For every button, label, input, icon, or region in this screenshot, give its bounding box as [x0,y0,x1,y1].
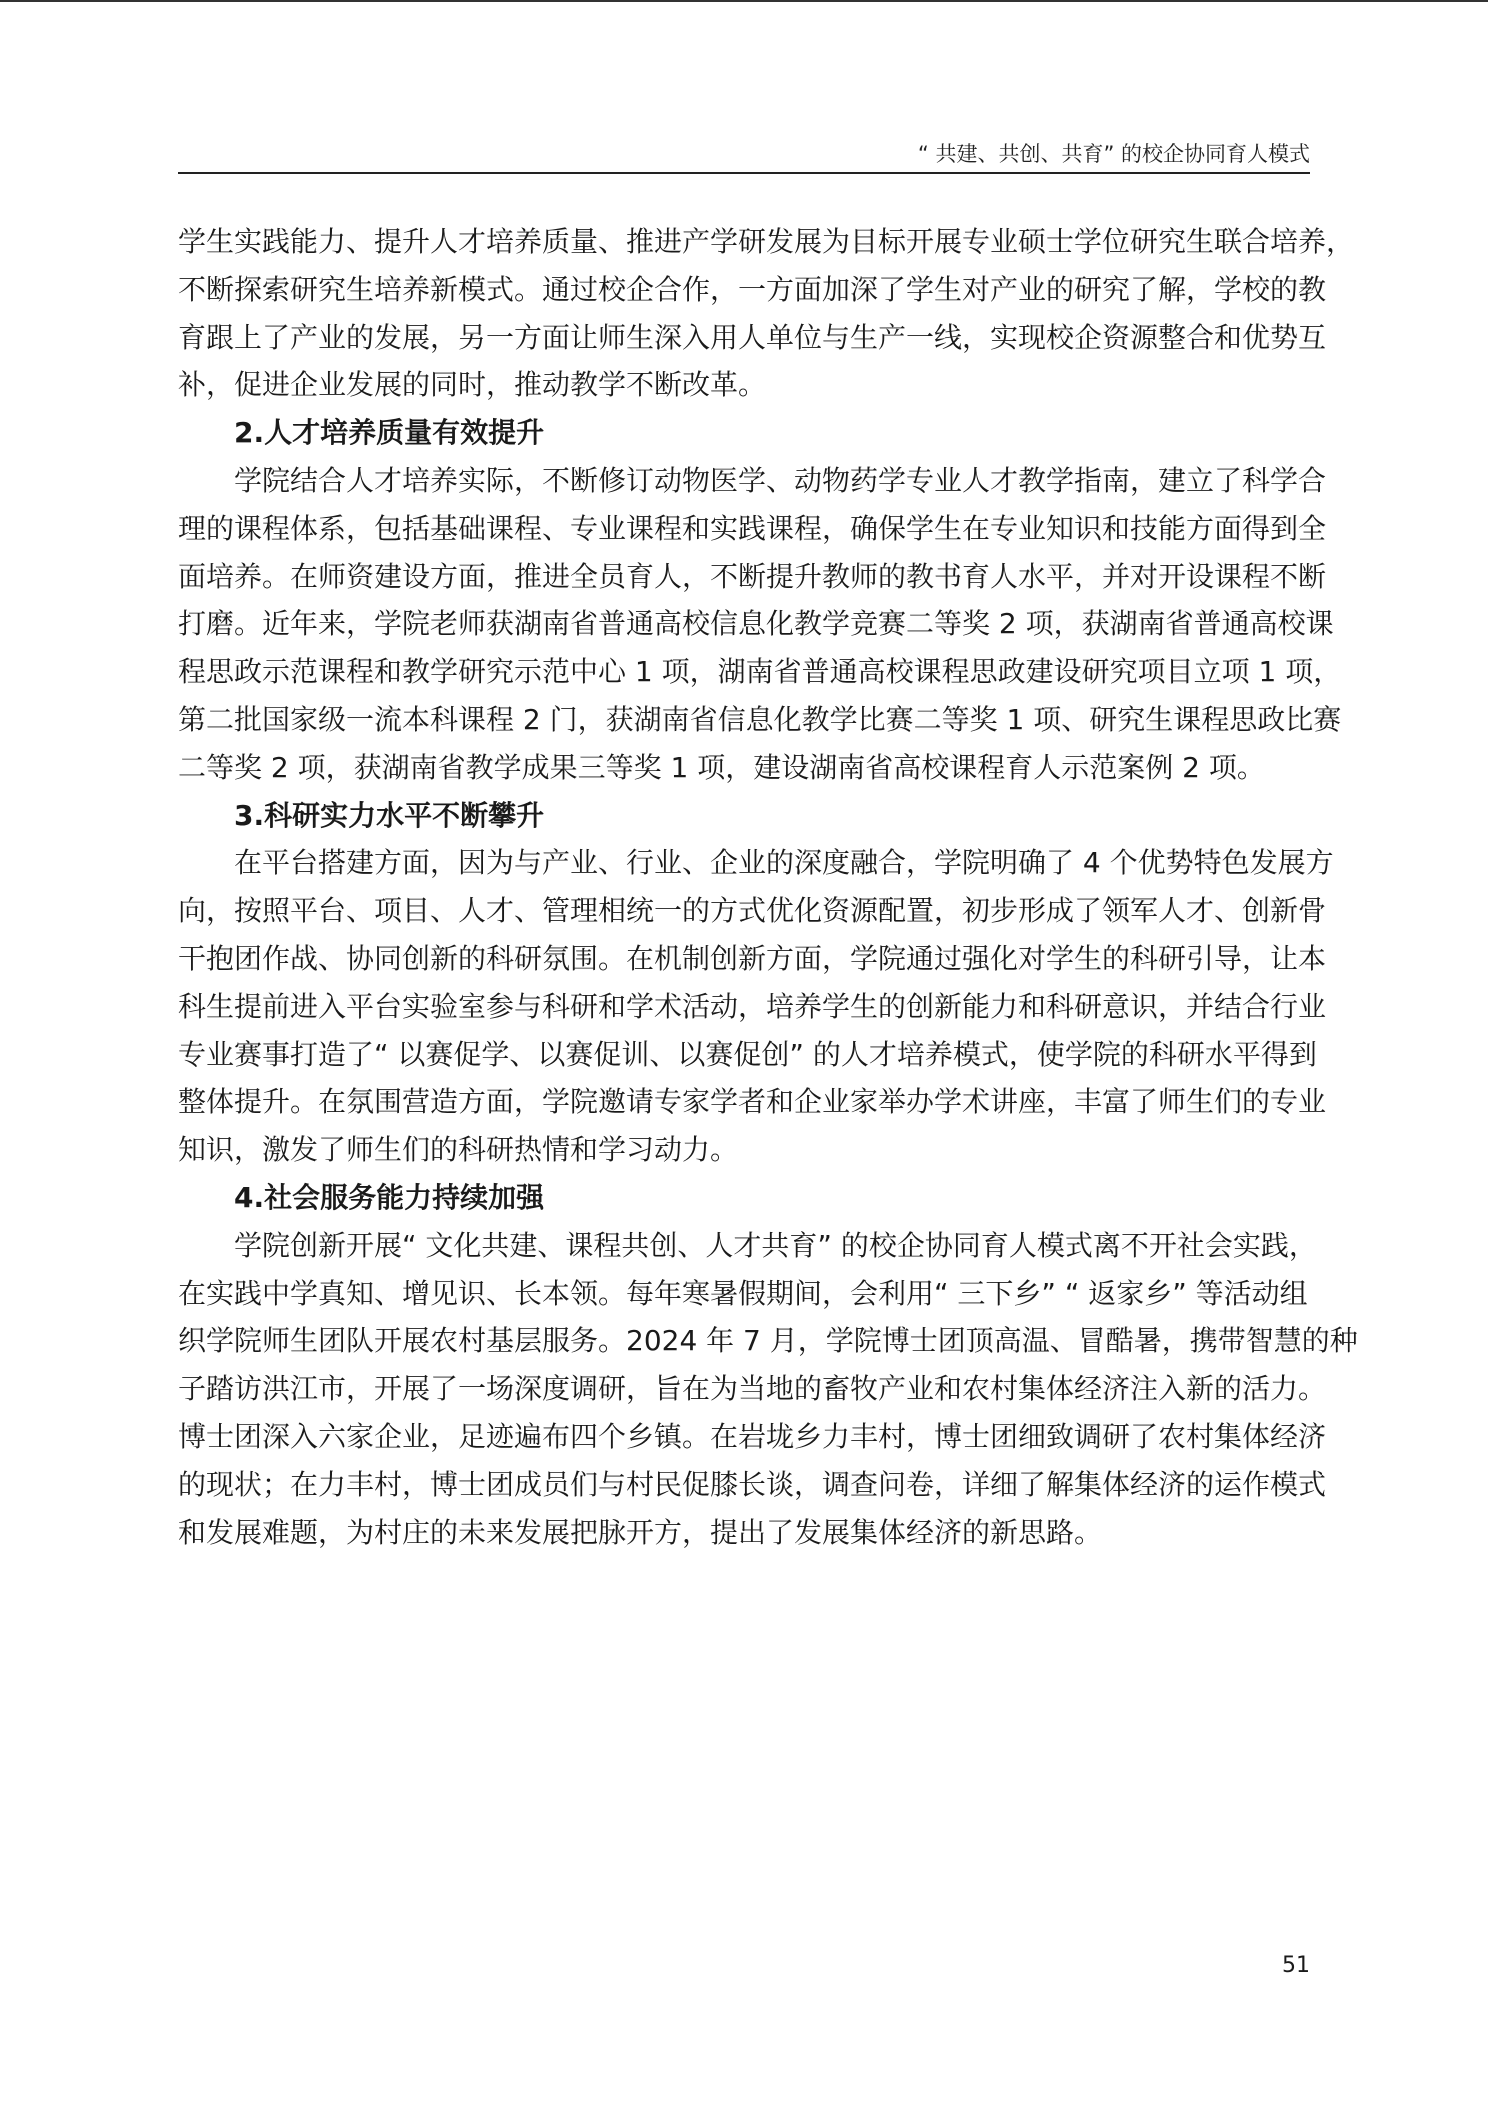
text-line: 打磨。近年来，学院老师获湖南省普通高校信息化教学竞赛二等奖 2 项，获湖南省普通高校课 [178,607,1334,641]
text-line: 在实践中学真知、增见识、长本领。每年寒暑假期间，会利用“ 三下乡” “ 返家乡” 等活动组 [178,1276,1308,1310]
text-line: 育跟上了产业的发展，另一方面让师生深入用人单位与生产一线，实现校企资源整合和优势互 [178,320,1327,354]
section-heading: 3.科研实力水平不断攀升 [234,798,545,832]
paragraph [178,457,1342,792]
text-line: 补，促进企业发展的同时，推动教学不断改革。 [178,368,767,402]
text-line: 专业赛事打造了“ 以赛促学、以赛促训、以赛促创” 的人才培养模式，使学院的科研水平得到 [178,1037,1317,1071]
text-line: 学生实践能力、提升人才培养质量、推进产学研发展为目标开展专业硕士学位研究生联合培养， [178,225,1355,258]
text-line: 程思政示范课程和教学研究示范中心 1 项，湖南省普通高校课程思政建设研究项目立项 1 项， [178,655,1342,689]
body-text [178,218,1358,1556]
text-line: 子踏访洪江市，开展了一场深度调研，旨在为当地的畜牧产业和农村集体经济注入新的活力。 [178,1372,1327,1406]
paragraph-continuation [178,218,1355,409]
running-header: “ 共建、共创、共育” 的校企协同育人模式 [917,142,1310,166]
text-line: 整体提升。在氛围营造方面，学院邀请专家学者和企业家举办学术讲座，丰富了师生们的专业 [178,1085,1327,1119]
page-top-edge [0,0,1488,2]
text-line: 不断探索研究生培养新模式。通过校企合作，一方面加深了学生对产业的研究了解，学校的教 [178,272,1327,306]
section-heading: 4.社会服务能力持续加强 [234,1180,545,1214]
text-line: 科生提前进入平台实验室参与科研和学术活动，培养学生的创新能力和科研意识，并结合行业 [178,989,1327,1023]
text-line: 知识，激发了师生们的科研热情和学习动力。 [178,1133,739,1167]
page-number: 51 [1282,1953,1310,1978]
text-line: 的现状；在力丰村，博士团成员们与村民促膝长谈，调查问卷，详细了解集体经济的运作模式 [178,1467,1327,1501]
text-line: 和发展难题，为村庄的未来发展把脉开方，提出了发展集体经济的新思路。 [178,1515,1103,1549]
paragraph [178,1222,1358,1557]
text-line: 干抱团作战、协同创新的科研氛围。在机制创新方面，学院通过强化对学生的科研引导，让本 [178,941,1327,975]
text-line: 在平台搭建方面，因为与产业、行业、企业的深度融合，学院明确了 4 个优势特色发展方 [234,846,1334,880]
text-line: 博士团深入六家企业，足迹遍布四个乡镇。在岩垅乡力丰村，博士团细致调研了农村集体经济 [178,1419,1327,1453]
text-line: 第二批国家级一流本科课程 2 门，获湖南省信息化教学比赛二等奖 1 项、研究生课程思政比赛 [178,702,1342,736]
text-line: 向，按照平台、项目、人才、管理相统一的方式优化资源配置，初步形成了领军人才、创新骨 [178,894,1327,928]
text-line: 学院创新开展“ 文化共建、课程共创、人才共育” 的校企协同育人模式离不开社会实践， [234,1228,1317,1262]
section-heading: 2.人才培养质量有效提升 [234,416,545,450]
text-line: 二等奖 2 项，获湖南省教学成果三等奖 1 项，建设湖南省高校课程育人示范案例 2 项。 [178,750,1265,784]
text-line: 织学院师生团队开展农村基层服务。2024 年 7 月，学院博士团顶高温、冒酷暑，携带智慧的种 [178,1324,1358,1358]
paragraph [178,839,1334,1174]
header-rule [178,172,1310,174]
text-line: 学院结合人才培养实际，不断修订动物医学、动物药学专业人才教学指南，建立了科学合 [234,463,1327,497]
text-line: 面培养。在师资建设方面，推进全员育人，不断提升教师的教书育人水平，并对开设课程不断 [178,559,1327,593]
text-line: 理的课程体系，包括基础课程、专业课程和实践课程，确保学生在专业知识和技能方面得到全 [178,511,1327,545]
